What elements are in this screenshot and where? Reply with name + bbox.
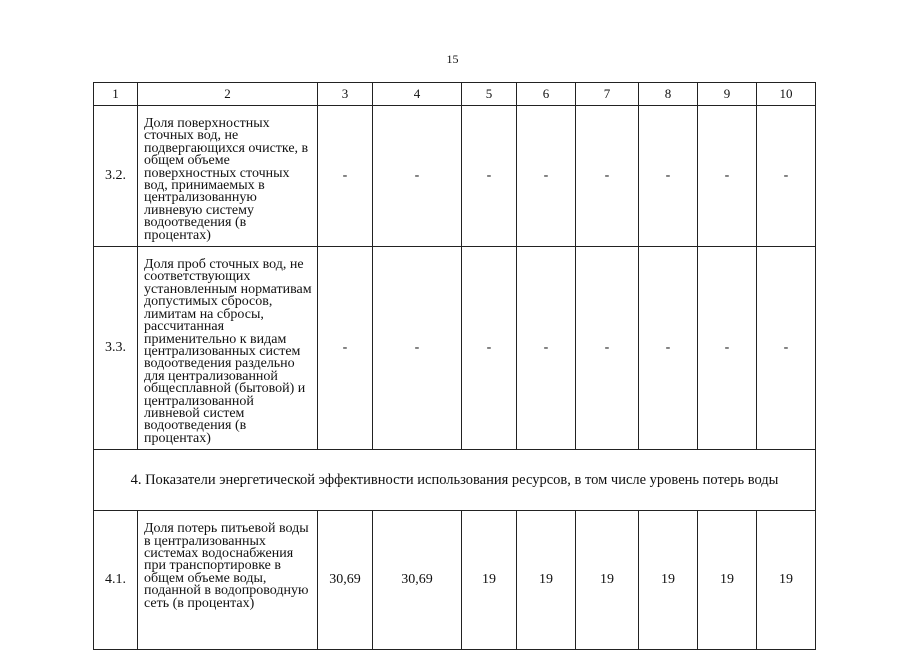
row-number: 3.2. — [94, 106, 138, 247]
indicator-description: Доля поверхностных сточных вод, не подвергающихся очистке, в общем объеме поверхностных сточных вод, принимаемых в централизованную ливневую систему водоотведения (в процентах) — [138, 106, 318, 247]
value-cell: 19 — [576, 511, 639, 650]
value-cell: - — [698, 247, 757, 450]
column-header: 6 — [517, 83, 576, 106]
column-header: 5 — [462, 83, 517, 106]
value-cell: - — [318, 247, 373, 450]
column-header: 1 — [94, 83, 138, 106]
column-header: 4 — [373, 83, 462, 106]
table-row — [94, 511, 816, 650]
value-cell: - — [757, 247, 816, 450]
table-row — [94, 106, 816, 247]
indicator-description: Доля проб сточных вод, не соответствующих установленным нормативам допустимых сбросов, лимитам на сбросы, рассчитанная применительно к видам централизованных систем водоотведения раздельно для централизованной общесплавной (бытовой) и централизованной ливневой систем водоотведения (в процентах) — [138, 247, 318, 450]
value-cell: - — [517, 247, 576, 450]
page-number: 15 — [446, 52, 459, 66]
column-header: 2 — [138, 83, 318, 106]
value-cell: - — [576, 247, 639, 450]
value-cell: - — [373, 106, 462, 247]
row-number: 3.3. — [94, 247, 138, 450]
section-heading: 4. Показатели энергетической эффективности использования ресурсов, в том числе уровень потерь воды — [94, 450, 816, 511]
column-header: 8 — [639, 83, 698, 106]
section-heading-row — [94, 450, 816, 511]
value-cell: - — [639, 247, 698, 450]
value-cell: - — [318, 106, 373, 247]
value-cell: 19 — [757, 511, 816, 650]
table-row — [94, 247, 816, 450]
value-cell: - — [462, 247, 517, 450]
row-number: 4.1. — [94, 511, 138, 650]
column-header: 10 — [757, 83, 816, 106]
value-cell: - — [576, 106, 639, 247]
value-cell: 19 — [517, 511, 576, 650]
value-cell: - — [639, 106, 698, 247]
indicator-description: Доля потерь питьевой воды в централизованных системах водоснабжения при транспортировке в общем объеме воды, поданной в водопроводную сеть (в процентах) — [138, 511, 318, 650]
value-cell: - — [462, 106, 517, 247]
value-cell: 19 — [462, 511, 517, 650]
value-cell: - — [698, 106, 757, 247]
column-header: 9 — [698, 83, 757, 106]
value-cell: - — [373, 247, 462, 450]
value-cell: 30,69 — [373, 511, 462, 650]
column-header: 7 — [576, 83, 639, 106]
value-cell: 30,69 — [318, 511, 373, 650]
value-cell: 19 — [639, 511, 698, 650]
value-cell: - — [757, 106, 816, 247]
column-number-row — [94, 83, 816, 106]
value-cell: - — [517, 106, 576, 247]
value-cell: 19 — [698, 511, 757, 650]
column-header: 3 — [318, 83, 373, 106]
indicators-table — [93, 82, 816, 650]
